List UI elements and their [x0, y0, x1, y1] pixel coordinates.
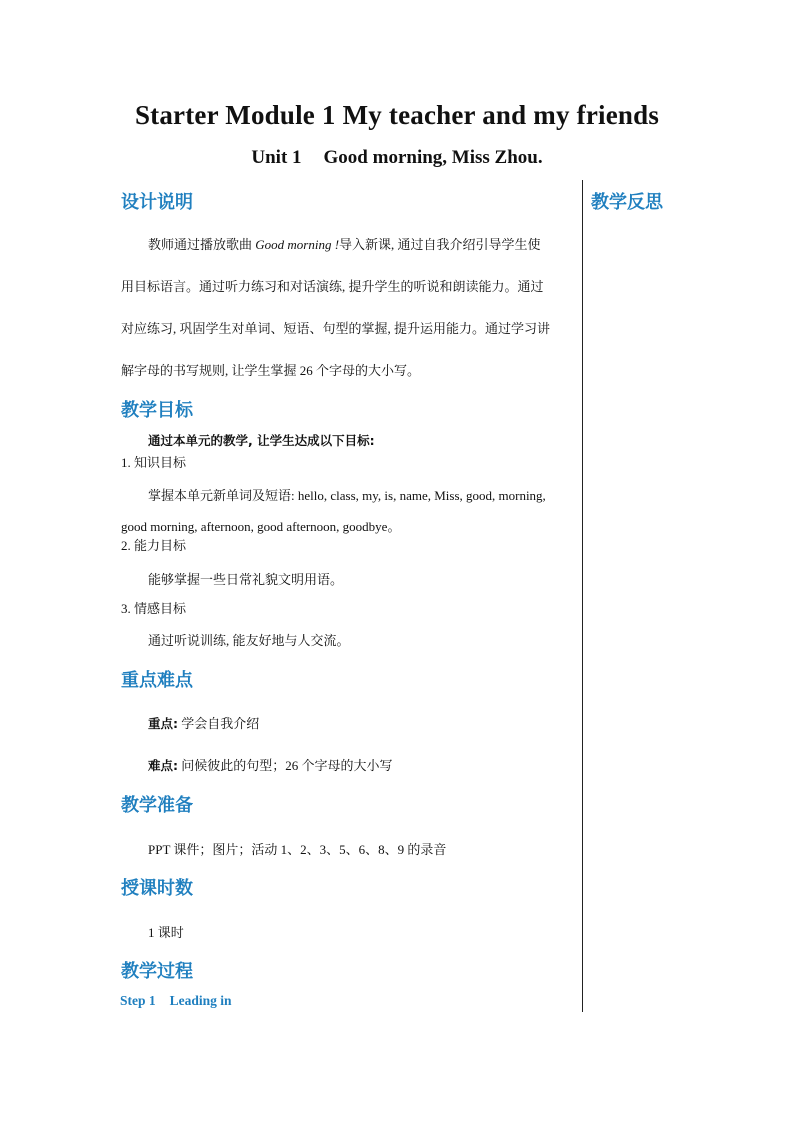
knowledge-goal-line-2: good morning, afternoon, good afternoon, goodbye。 [121, 519, 401, 534]
knowledge-goal-title: 1. 知识目标 [121, 455, 187, 470]
unit-label: Unit 1 [251, 147, 302, 168]
ability-goal-text: 能够掌握一些日常礼貌文明用语。 [148, 572, 344, 587]
hours-text: 1 课时 [148, 925, 184, 940]
emotion-goal-title: 3. 情感目标 [121, 601, 187, 616]
design-line-3: 对应练习, 巩固学生对单词、短语、句型的掌握, 提升运用能力。通过学习讲 [121, 321, 551, 336]
knowledge-goal-line-1: 掌握本单元新单词及短语: hello, class, my, is, name, Miss, good, morning, [148, 488, 546, 503]
song-title: Good morning ! [255, 237, 340, 252]
design-line-1: 教师通过播放歌曲 Good morning !导入新课, 通过自我介绍引导学生使 [148, 237, 541, 252]
prep-heading: 教学准备 [121, 795, 193, 816]
key-label: 重点: [148, 716, 178, 731]
goals-intro: 通过本单元的教学, 让学生达成以下目标: [148, 433, 375, 448]
column-divider [582, 180, 583, 1012]
page-title: Starter Module 1 My teacher and my friends [134, 100, 660, 130]
emotion-goal-text: 通过听说训练, 能友好地与人交流。 [148, 633, 350, 648]
key-point: 重点: 学会自我介绍 [148, 716, 260, 731]
difficult-label: 难点: [148, 758, 178, 773]
keypoints-heading: 重点难点 [121, 670, 193, 691]
prep-text: PPT 课件；图片；活动 1、2、3、5、6、8、9 的录音 [148, 842, 447, 857]
process-heading: 教学过程 [121, 961, 193, 982]
design-line-4: 解字母的书写规则, 让学生掌握 26 个字母的大小写。 [121, 363, 421, 378]
design-line-2: 用目标语言。通过听力练习和对话演练, 提升学生的听说和朗读能力。通过 [121, 279, 544, 294]
difficult-point: 难点: 问候彼此的句型；26 个字母的大小写 [148, 758, 393, 773]
goals-heading: 教学目标 [121, 400, 193, 421]
design-heading: 设计说明 [121, 192, 193, 213]
lesson-title: Good morning, Miss Zhou. [323, 147, 543, 168]
reflection-heading: 教学反思 [591, 192, 663, 213]
hours-heading: 授课时数 [121, 878, 193, 899]
lesson-subtitle [0, 147, 794, 169]
step-1-heading: Step 1 Leading in [120, 993, 232, 1008]
ability-goal-title: 2. 能力目标 [121, 538, 187, 553]
